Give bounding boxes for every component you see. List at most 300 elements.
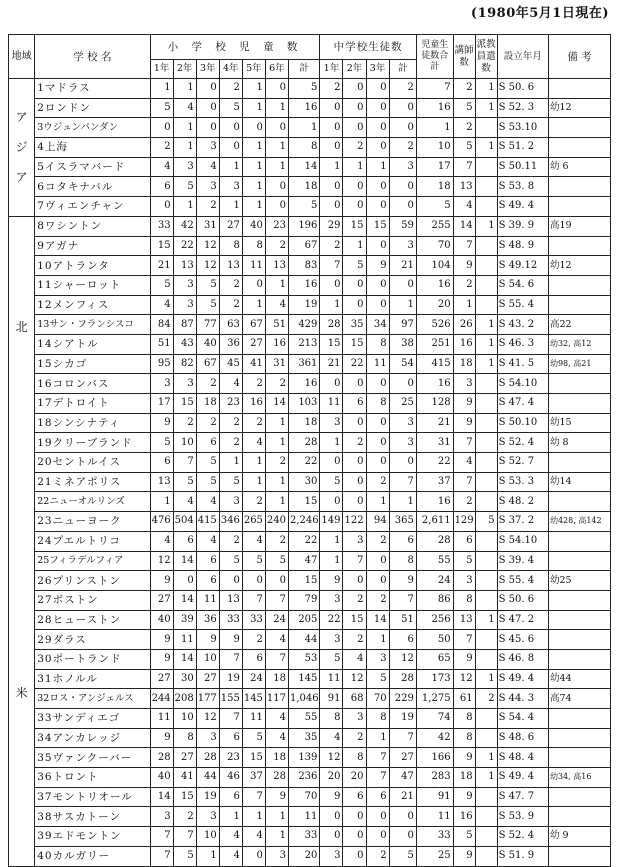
junior-count: 365 <box>389 512 416 532</box>
dispatched-count: 5 <box>475 512 497 532</box>
elementary-count: 9 <box>150 571 173 591</box>
table-row <box>9 138 611 158</box>
junior-count: 38 <box>389 334 416 354</box>
elementary-count: 15 <box>150 236 173 256</box>
founded-date: S 49.12 <box>497 256 548 276</box>
elementary-count: 11 <box>150 709 173 729</box>
junior-count: 3 <box>320 846 343 866</box>
junior-count: 51 <box>389 610 416 630</box>
school-number: 4 <box>37 141 45 154</box>
elementary-count: 2 <box>242 374 265 394</box>
junior-count: 6 <box>343 394 366 414</box>
founded-date: S 47. 7 <box>497 787 548 807</box>
school-name-cell <box>35 492 150 512</box>
table-row <box>9 413 611 433</box>
teacher-count: 5 <box>453 98 475 118</box>
teacher-count: 9 <box>453 649 475 669</box>
remark <box>548 492 610 512</box>
junior-count: 2 <box>343 630 366 650</box>
elementary-count: 33 <box>288 827 319 847</box>
table-row <box>9 275 611 295</box>
elementary-count: 15 <box>242 748 265 768</box>
elementary-count: 7 <box>219 709 242 729</box>
total-count: 91 <box>416 787 453 807</box>
teacher-count: 7 <box>453 157 475 177</box>
elementary-count: 5 <box>288 79 319 99</box>
junior-count: 8 <box>366 334 389 354</box>
elementary-count: 14 <box>173 551 196 571</box>
elementary-count: 177 <box>196 689 219 709</box>
total-count: 5 <box>416 197 453 217</box>
remark <box>548 79 610 99</box>
elementary-count: 2 <box>173 807 196 827</box>
total-count: 17 <box>416 157 453 177</box>
table-row <box>9 394 611 414</box>
school-name-cell <box>35 118 150 138</box>
elementary-count: 35 <box>288 728 319 748</box>
elementary-count: 2 <box>242 413 265 433</box>
junior-count: 21 <box>389 256 416 276</box>
school-name-cell <box>35 768 150 788</box>
elementary-count: 7 <box>219 649 242 669</box>
elementary-count: 3 <box>219 177 242 197</box>
elementary-count: 6 <box>196 433 219 453</box>
teacher-count: 13 <box>453 177 475 197</box>
school-number: 5 <box>37 161 45 174</box>
junior-count: 94 <box>366 512 389 532</box>
dispatched-count: 1 <box>475 315 497 335</box>
elementary-count: 3 <box>173 295 196 315</box>
elementary-count: 1 <box>196 846 219 866</box>
junior-count: 54 <box>389 354 416 374</box>
junior-count: 20 <box>343 768 366 788</box>
total-count: 86 <box>416 590 453 610</box>
dispatched-count <box>475 433 497 453</box>
teacher-count: 7 <box>453 433 475 453</box>
elementary-count: 1,046 <box>288 689 319 709</box>
junior-count: 6 <box>389 531 416 551</box>
school-name-cell <box>35 354 150 374</box>
elementary-count: 196 <box>288 216 319 236</box>
dispatched-count <box>475 846 497 866</box>
elementary-count: 27 <box>219 216 242 236</box>
junior-count: 15 <box>366 216 389 236</box>
school-name-cell <box>35 98 150 118</box>
total-count: 22 <box>416 453 453 473</box>
elementary-count: 2 <box>242 630 265 650</box>
elementary-count: 83 <box>288 256 319 276</box>
junior-count: 12 <box>343 669 366 689</box>
elementary-count: 7 <box>150 827 173 847</box>
school-name-cell <box>35 531 150 551</box>
elementary-count: 1 <box>150 492 173 512</box>
junior-count: 2 <box>389 79 416 99</box>
remark: 幼 6 <box>548 157 610 177</box>
elementary-count: 19 <box>288 295 319 315</box>
founded-date: S 54.10 <box>497 374 548 394</box>
header-elementary-grade: 3年 <box>196 60 219 79</box>
table-row <box>9 334 611 354</box>
elementary-count: 1 <box>265 275 288 295</box>
junior-count: 3 <box>320 590 343 610</box>
elementary-count: 42 <box>173 216 196 236</box>
founded-date: S 48. 9 <box>497 236 548 256</box>
school-name: ヒューストン <box>52 613 122 626</box>
junior-count: 1 <box>320 295 343 315</box>
elementary-count: 10 <box>196 827 219 847</box>
junior-count: 0 <box>343 275 366 295</box>
founded-date: S 53. 8 <box>497 177 548 197</box>
total-count: 104 <box>416 256 453 276</box>
elementary-count: 5 <box>288 197 319 217</box>
elementary-count: 11 <box>173 630 196 650</box>
school-number: 15 <box>37 357 53 370</box>
elementary-count: 5 <box>173 177 196 197</box>
elementary-count: 346 <box>219 512 242 532</box>
elementary-count: 21 <box>150 256 173 276</box>
table-row <box>9 571 611 591</box>
dispatched-count <box>475 157 497 177</box>
region-asia-char: ジ <box>15 140 28 155</box>
elementary-count: 13 <box>150 472 173 492</box>
table-row <box>9 709 611 729</box>
elementary-count: 117 <box>265 689 288 709</box>
elementary-count: 8 <box>173 728 196 748</box>
junior-count: 2 <box>320 79 343 99</box>
teacher-count: 26 <box>453 315 475 335</box>
junior-count: 0 <box>343 827 366 847</box>
junior-count: 8 <box>366 709 389 729</box>
elementary-count: 139 <box>288 748 319 768</box>
elementary-count: 7 <box>173 827 196 847</box>
table-row <box>9 827 611 847</box>
school-name-cell <box>35 79 150 99</box>
dispatched-count: 1 <box>475 748 497 768</box>
elementary-count: 41 <box>242 354 265 374</box>
school-name: ロンドン <box>44 102 91 115</box>
teacher-count: 9 <box>453 394 475 414</box>
junior-count: 0 <box>366 551 389 571</box>
junior-count: 0 <box>343 118 366 138</box>
junior-count: 0 <box>320 138 343 158</box>
elementary-count: 1 <box>242 98 265 118</box>
founded-date: S 45. 6 <box>497 630 548 650</box>
region-na-char: 米 <box>15 685 28 700</box>
junior-count: 2 <box>366 590 389 610</box>
teacher-count: 1 <box>453 295 475 315</box>
elementary-count: 24 <box>265 610 288 630</box>
date-note: (1980年5月1日現在) <box>470 6 609 21</box>
elementary-count: 4 <box>219 374 242 394</box>
elementary-count: 0 <box>265 118 288 138</box>
elementary-count: 3 <box>219 492 242 512</box>
school-name: サンディエゴ <box>52 712 121 725</box>
junior-count: 1 <box>343 157 366 177</box>
school-name: セントルイス <box>52 456 121 469</box>
elementary-count: 16 <box>242 394 265 414</box>
header-elementary-grade: 6年 <box>265 60 288 79</box>
remark: 幼 8 <box>548 433 610 453</box>
school-number: 32 <box>37 692 50 704</box>
elementary-count: 16 <box>288 98 319 118</box>
school-name: シャーロット <box>52 279 122 292</box>
dispatched-count <box>475 394 497 414</box>
founded-date: S 49. 4 <box>497 197 548 217</box>
elementary-count: 87 <box>173 315 196 335</box>
school-name-cell <box>35 807 150 827</box>
junior-count: 1 <box>343 236 366 256</box>
elementary-count: 0 <box>196 98 219 118</box>
founded-date: S 49. 4 <box>497 669 548 689</box>
junior-count: 1 <box>366 630 389 650</box>
teacher-count: 18 <box>453 768 475 788</box>
elementary-count: 77 <box>196 315 219 335</box>
teacher-count: 3 <box>453 571 475 591</box>
school-name: シカゴ <box>52 357 88 370</box>
elementary-count: 0 <box>242 571 265 591</box>
elementary-count: 0 <box>265 571 288 591</box>
total-count: 74 <box>416 709 453 729</box>
junior-count: 0 <box>320 807 343 827</box>
junior-count: 2 <box>320 236 343 256</box>
table-row <box>9 315 611 335</box>
school-number: 19 <box>37 436 53 449</box>
elementary-count: 4 <box>150 157 173 177</box>
table-row <box>9 610 611 630</box>
junior-count: 8 <box>389 551 416 571</box>
dispatched-count <box>475 197 497 217</box>
elementary-count: 0 <box>265 79 288 99</box>
elementary-count: 13 <box>265 256 288 276</box>
junior-count: 28 <box>389 669 416 689</box>
dispatched-count <box>475 453 497 473</box>
dispatched-count <box>475 590 497 610</box>
elementary-count: 27 <box>173 748 196 768</box>
elementary-count: 14 <box>173 649 196 669</box>
header-region: 地域 <box>9 35 35 79</box>
total-count: 21 <box>416 413 453 433</box>
elementary-count: 429 <box>288 315 319 335</box>
table-row <box>9 846 611 866</box>
elementary-count: 4 <box>150 531 173 551</box>
junior-count: 21 <box>320 354 343 374</box>
junior-count: 0 <box>389 827 416 847</box>
total-count: 526 <box>416 315 453 335</box>
teacher-count: 7 <box>453 472 475 492</box>
teacher-count: 9 <box>453 787 475 807</box>
school-number: 20 <box>37 456 53 469</box>
junior-count: 15 <box>343 334 366 354</box>
elementary-count: 3 <box>173 275 196 295</box>
junior-count: 28 <box>320 315 343 335</box>
founded-date: S 41. 5 <box>497 354 548 374</box>
elementary-count: 2 <box>196 413 219 433</box>
junior-count: 7 <box>389 472 416 492</box>
school-name-cell <box>35 315 150 335</box>
remark <box>548 551 610 571</box>
elementary-count: 39 <box>173 610 196 630</box>
remark: 幼15 <box>548 413 610 433</box>
elementary-count: 45 <box>219 354 242 374</box>
table-row <box>9 669 611 689</box>
school-name-cell <box>35 590 150 610</box>
elementary-count: 51 <box>150 334 173 354</box>
school-name: アトランタ <box>52 259 110 272</box>
elementary-count: 2 <box>219 413 242 433</box>
founded-date: S 52. 3 <box>497 98 548 118</box>
school-number: 3 <box>37 121 44 133</box>
junior-count: 3 <box>320 413 343 433</box>
school-number: 12 <box>37 298 53 311</box>
school-name-cell <box>35 689 150 709</box>
elementary-count: 19 <box>196 787 219 807</box>
table-row <box>9 649 611 669</box>
dispatched-count <box>475 807 497 827</box>
remark <box>548 649 610 669</box>
elementary-count: 14 <box>173 590 196 610</box>
elementary-count: 2 <box>196 374 219 394</box>
elementary-count: 28 <box>288 433 319 453</box>
school-number: 2 <box>37 102 45 115</box>
elementary-count: 504 <box>173 512 196 532</box>
total-count: 255 <box>416 216 453 236</box>
elementary-count: 7 <box>265 649 288 669</box>
school-number: 26 <box>37 574 53 587</box>
junior-count: 0 <box>320 492 343 512</box>
elementary-count: 0 <box>196 79 219 99</box>
school-number: 18 <box>37 417 53 430</box>
junior-count: 7 <box>320 256 343 276</box>
elementary-count: 5 <box>196 295 219 315</box>
elementary-count: 33 <box>242 610 265 630</box>
junior-count: 2 <box>343 138 366 158</box>
founded-date: S 39. 4 <box>497 551 548 571</box>
junior-count: 29 <box>320 216 343 236</box>
elementary-count: 1 <box>265 433 288 453</box>
dispatched-count <box>475 472 497 492</box>
elementary-count: 1 <box>173 118 196 138</box>
elementary-count: 43 <box>173 334 196 354</box>
dispatched-count: 1 <box>475 610 497 630</box>
junior-count: 35 <box>343 315 366 335</box>
founded-date: S 47. 4 <box>497 394 548 414</box>
total-count: 11 <box>416 807 453 827</box>
school-name-cell <box>35 472 150 492</box>
junior-count: 0 <box>366 807 389 827</box>
school-name: デトロイト <box>52 397 110 410</box>
remark <box>548 807 610 827</box>
junior-count: 21 <box>389 787 416 807</box>
junior-count: 0 <box>389 118 416 138</box>
junior-count: 2 <box>343 433 366 453</box>
school-number: 40 <box>37 850 53 863</box>
school-number: 21 <box>37 476 53 489</box>
remark: 幼32, 高12 <box>548 334 610 354</box>
elementary-count: 2 <box>150 138 173 158</box>
school-name-cell <box>35 374 150 394</box>
elementary-count: 70 <box>288 787 319 807</box>
junior-count: 5 <box>366 669 389 689</box>
elementary-count: 3 <box>196 728 219 748</box>
junior-count: 1 <box>366 157 389 177</box>
elementary-count: 10 <box>173 709 196 729</box>
elementary-count: 1 <box>219 197 242 217</box>
elementary-count: 46 <box>219 768 242 788</box>
total-count: 20 <box>416 295 453 315</box>
elementary-count: 5 <box>196 275 219 295</box>
school-name-cell <box>35 748 150 768</box>
header-dispatched: 派教員遣数 <box>475 35 497 79</box>
dispatched-count: 1 <box>475 354 497 374</box>
junior-count: 1 <box>320 157 343 177</box>
header-junior-grade: 2年 <box>343 60 366 79</box>
founded-date: S 50. 6 <box>497 79 548 99</box>
junior-count: 0 <box>389 98 416 118</box>
remark <box>548 610 610 630</box>
school-name-cell <box>35 334 150 354</box>
elementary-count: 361 <box>288 354 319 374</box>
elementary-count: 2 <box>265 531 288 551</box>
school-name-cell <box>35 394 150 414</box>
founded-date: S 46. 8 <box>497 649 548 669</box>
junior-count: 0 <box>366 275 389 295</box>
elementary-count: 5 <box>219 98 242 118</box>
school-name-cell <box>35 256 150 276</box>
teacher-count: 14 <box>453 216 475 236</box>
school-name-cell <box>35 236 150 256</box>
teacher-count: 9 <box>453 748 475 768</box>
remark <box>548 177 610 197</box>
elementary-count: 5 <box>150 433 173 453</box>
table-row <box>9 453 611 473</box>
elementary-count: 1 <box>219 807 242 827</box>
remark <box>548 630 610 650</box>
elementary-count: 4 <box>265 709 288 729</box>
teacher-count: 7 <box>453 236 475 256</box>
school-name-cell <box>35 669 150 689</box>
header-junior-grade: 計 <box>389 60 416 79</box>
elementary-count: 9 <box>150 649 173 669</box>
remark <box>548 197 610 217</box>
elementary-count: 28 <box>265 768 288 788</box>
junior-count: 11 <box>366 354 389 374</box>
elementary-count: 236 <box>288 768 319 788</box>
school-number: 13 <box>37 318 50 330</box>
elementary-count: 3 <box>196 177 219 197</box>
header-total: 児童生徒数合計 <box>416 35 453 79</box>
founded-date: S 48. 2 <box>497 492 548 512</box>
junior-count: 7 <box>389 590 416 610</box>
school-number: 17 <box>37 397 53 410</box>
total-count: 18 <box>416 177 453 197</box>
school-name-cell <box>35 295 150 315</box>
elementary-count: 5 <box>219 472 242 492</box>
junior-count: 3 <box>389 236 416 256</box>
dispatched-count: 1 <box>475 98 497 118</box>
school-name-cell <box>35 177 150 197</box>
total-count: 166 <box>416 748 453 768</box>
total-count: 128 <box>416 394 453 414</box>
junior-count: 0 <box>343 472 366 492</box>
founded-date: S 51. 9 <box>497 846 548 866</box>
elementary-count: 30 <box>288 472 319 492</box>
junior-count: 2 <box>343 590 366 610</box>
junior-count: 0 <box>343 197 366 217</box>
school-name: ウジュンパンダン <box>43 121 119 133</box>
elementary-count: 0 <box>219 571 242 591</box>
remark: 幼98, 高21 <box>548 354 610 374</box>
header-teachers: 講師数 <box>453 35 475 79</box>
